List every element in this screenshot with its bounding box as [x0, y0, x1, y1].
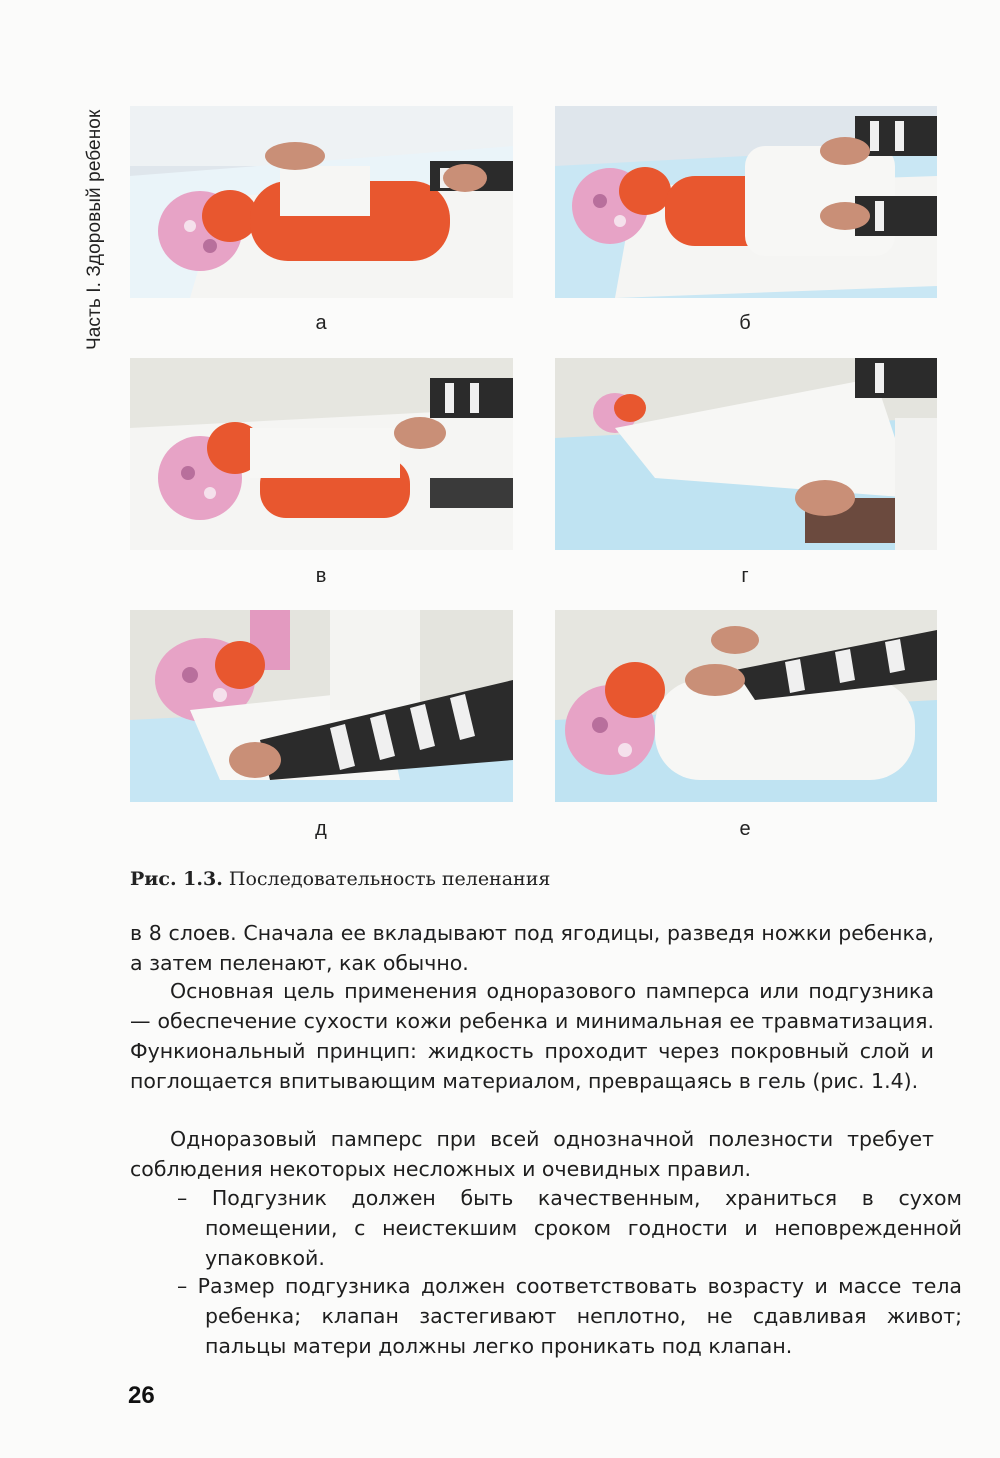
photo-panel-b	[555, 106, 937, 298]
panel-label-d: д	[315, 818, 327, 840]
panel-label-g: г	[741, 565, 749, 587]
running-header: Часть I. Здоровый ребенок	[84, 109, 105, 350]
figure-caption-text: Последовательность пеленания	[228, 868, 551, 890]
list-item-1: – Подгузник должен быть качественным, храниться в сухом помещении, с неистекшим сроком годности и неповрежденной упаковкой.	[177, 1186, 962, 1270]
page-number: 26	[128, 1382, 155, 1409]
paragraph-3: Одноразовый памперс при всей однозначной полезности требует соблюдения некоторых несложных и очевидных правил.	[130, 1127, 934, 1181]
panel-label-b: б	[739, 312, 751, 334]
panel-label-a: а	[315, 312, 327, 334]
paragraph-2: Основная цель применения одноразового памперса или подгузника — обеспечение сухости кожи ребенка и минимальная ее травматизация. Функиональный принцип: жидкость проходит через покровный слой и поглощается впитывающим материалом, превращаясь в гель (рис. 1.4).	[130, 979, 934, 1093]
figure-caption	[130, 868, 550, 890]
panel-label-v: в	[315, 565, 327, 587]
paragraph-1: в 8 слоев. Сначала ее вкладывают под ягодицы, разведя ножки ребенка, а затем пеленают, как обычно.	[130, 921, 934, 975]
photo-panel-g	[555, 358, 937, 550]
photo-panel-e	[555, 610, 937, 802]
list-item-2: – Размер подгузника должен соответствовать возрасту и массе тела ребенка; клапан застегивают неплотно, не сдавливая живот; пальцы матери должны легко проникать под клапан.	[177, 1274, 962, 1358]
photo-panel-a	[130, 106, 513, 298]
photo-panel-d	[130, 610, 513, 802]
photo-panel-v	[130, 358, 513, 550]
panel-label-e: е	[739, 818, 751, 840]
figure-caption-number: Рис. 1.3.	[130, 868, 223, 890]
